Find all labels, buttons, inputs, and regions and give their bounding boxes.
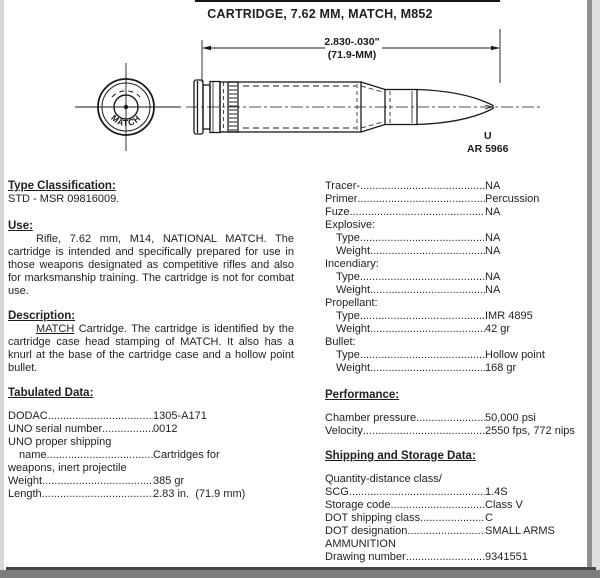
leader-dots	[375, 219, 485, 232]
heading-use: Use:	[8, 220, 33, 232]
description-paragraph	[8, 323, 294, 375]
table-row	[8, 488, 294, 501]
row-value: SMALL ARMS	[485, 525, 555, 537]
cartridge-side-view	[186, 80, 540, 134]
leader-dots	[390, 499, 485, 512]
row-label: Drawing number	[325, 551, 406, 563]
row-value: 0012	[153, 423, 178, 435]
row-value	[153, 462, 294, 475]
leader-dots	[370, 245, 485, 258]
row-value: 2550 fps, 772 nips	[485, 425, 575, 437]
use-paragraph: Rifle, 7.62 mm, M14, NATIONAL MATCH. The cartridge is intended and specifically prepared for use in those weapons designated as competitive rifles and also for marksmanship training. The cartridge is not for combat use.	[8, 233, 294, 297]
table-row	[325, 323, 591, 336]
leader-dots	[48, 410, 153, 423]
headstamp-text: MATCH	[109, 112, 143, 128]
right-column	[325, 180, 591, 564]
row-label: Storage code	[325, 499, 391, 511]
row-value: Class V	[485, 499, 523, 511]
leader-dots	[357, 193, 485, 206]
row-value: NA	[485, 245, 501, 257]
table-row	[325, 336, 591, 349]
row-label: Type	[336, 310, 360, 322]
row-label: DOT shipping class	[325, 512, 421, 524]
heading-type-classification: Type Classification:	[8, 180, 116, 192]
drawing-mark-ar: AR 5966	[467, 143, 509, 155]
row-label: UNO proper shipping	[8, 436, 112, 448]
row-label: Fuze	[325, 206, 350, 218]
row-value: Hollow point	[485, 349, 545, 361]
row-value	[485, 258, 591, 271]
table-row	[325, 193, 591, 206]
leader-dots	[360, 349, 485, 362]
row-label: Type	[336, 271, 360, 283]
row-label: Primer	[325, 193, 358, 205]
table-row	[325, 219, 591, 232]
leader-dots	[416, 412, 485, 425]
table-row	[325, 362, 591, 375]
description-lead-word: MATCH	[36, 323, 75, 335]
table-row	[325, 499, 591, 512]
row-label: Quantity-distance class/	[325, 473, 442, 485]
table-row	[325, 349, 591, 362]
characteristics-table	[325, 180, 591, 375]
table-row	[325, 284, 591, 297]
row-label: Weight	[336, 284, 371, 296]
performance-table	[325, 412, 591, 438]
left-column	[8, 180, 294, 501]
row-label: DODAC	[8, 410, 48, 422]
leader-dots	[442, 473, 485, 486]
leader-dots	[370, 362, 485, 375]
row-label: name	[19, 449, 47, 461]
leader-dots	[370, 323, 485, 336]
leader-dots	[396, 538, 485, 551]
row-value	[153, 436, 294, 449]
table-row	[8, 410, 294, 423]
table-row	[325, 425, 591, 438]
row-value: NA	[485, 284, 501, 296]
row-label: Explosive:	[325, 219, 376, 231]
table-row	[325, 232, 591, 245]
table-row	[325, 412, 591, 425]
table-row	[8, 436, 294, 449]
row-value: 9341551	[485, 551, 528, 563]
leader-dots	[349, 206, 485, 219]
leader-dots	[356, 336, 485, 349]
row-value: Cartridges for	[153, 449, 220, 461]
table-row	[325, 551, 591, 564]
table-row	[325, 538, 591, 551]
row-value: 1305-A171	[153, 410, 207, 422]
table-row	[325, 245, 591, 258]
leader-dots	[127, 462, 153, 475]
row-value: 50,000 psi	[485, 412, 536, 424]
tabulated-data-table	[8, 410, 294, 501]
row-label: SCG	[325, 486, 349, 498]
leader-dots	[102, 423, 153, 436]
row-label: UNO serial number	[8, 423, 103, 435]
drawing-mark-u: U	[484, 130, 492, 142]
scan-bottom-edge	[0, 570, 600, 578]
row-value: C	[485, 512, 493, 524]
row-value: 2.83 in. (71.9 mm)	[153, 488, 246, 500]
leader-dots	[360, 232, 485, 245]
leader-dots	[378, 297, 485, 310]
heading-shipping-storage: Shipping and Storage Data:	[325, 450, 476, 462]
table-row	[8, 423, 294, 436]
table-row	[325, 473, 591, 486]
heading-tabulated-data: Tabulated Data:	[8, 387, 94, 399]
dimension-label-mm: (71.9-MM)	[327, 49, 377, 61]
row-value: NA	[485, 232, 501, 244]
leader-dots	[111, 436, 153, 449]
scan-top-edge	[195, 0, 500, 2]
row-value: NA	[485, 206, 501, 218]
dimension-label-inches: 2.830-.030"	[324, 36, 380, 48]
shipping-storage-table	[325, 473, 591, 564]
row-label: Velocity	[325, 425, 363, 437]
row-label: Weight	[336, 362, 371, 374]
row-label: Incendiary:	[325, 258, 379, 270]
table-row	[325, 206, 591, 219]
table-row	[325, 271, 591, 284]
table-row	[325, 512, 591, 525]
leader-dots	[370, 284, 485, 297]
row-label: Bullet:	[325, 336, 356, 348]
leader-dots	[360, 310, 485, 323]
row-label: DOT designation	[325, 525, 408, 537]
row-value: IMR 4895	[485, 310, 533, 322]
leader-dots	[47, 449, 153, 462]
cartridge-technical-drawing	[0, 25, 600, 177]
heading-performance: Performance:	[325, 389, 400, 401]
table-row	[325, 486, 591, 499]
table-row	[325, 310, 591, 323]
leader-dots	[360, 271, 485, 284]
row-label: Chamber pressure	[325, 412, 417, 424]
page-title: CARTRIDGE, 7.62 MM, MATCH, M852	[207, 7, 433, 21]
row-value: NA	[485, 271, 501, 283]
table-row	[325, 525, 591, 538]
headstamp-view	[75, 63, 181, 151]
row-label: Tracer-	[325, 180, 361, 192]
row-label: Weight	[336, 323, 371, 335]
leader-dots	[42, 488, 153, 501]
row-value	[485, 473, 591, 486]
leader-dots	[363, 425, 485, 438]
leader-dots	[407, 525, 485, 538]
description-body: Cartridge. The cartridge is identified by the cartridge case head stamping of MATCH. It also has a knurl at the base of the cartridge case and a hollow point bullet.	[8, 323, 294, 374]
row-value: 168 gr	[485, 362, 517, 374]
table-row	[325, 258, 591, 271]
row-label: AMMUNITION	[325, 538, 396, 550]
table-row	[8, 462, 294, 475]
row-value	[485, 219, 591, 232]
row-value	[485, 297, 591, 310]
leader-dots	[360, 180, 485, 193]
row-value	[485, 336, 591, 349]
row-label: Weight	[8, 475, 43, 487]
row-label: Propellant:	[325, 297, 378, 309]
table-row	[8, 475, 294, 488]
type-classification-value: STD - MSR 09816009.	[8, 193, 120, 205]
row-value	[485, 538, 591, 551]
row-value: 1.4S	[485, 486, 508, 498]
table-row	[325, 297, 591, 310]
row-value: 385 gr	[153, 475, 185, 487]
row-value: NA	[485, 180, 501, 192]
leader-dots	[420, 512, 485, 525]
leader-dots	[379, 258, 485, 271]
row-value: Percussion	[485, 193, 540, 205]
row-label: Type	[336, 349, 360, 361]
leader-dots	[42, 475, 153, 488]
leader-dots	[406, 551, 485, 564]
row-label: Weight	[336, 245, 371, 257]
heading-description: Description:	[8, 310, 76, 322]
row-label: weapons, inert projectile	[8, 462, 127, 474]
table-row	[8, 449, 294, 462]
row-label: Type	[336, 232, 360, 244]
row-value: 42 gr	[485, 323, 511, 335]
leader-dots	[349, 486, 485, 499]
row-label: Length	[8, 488, 42, 500]
table-row	[325, 180, 591, 193]
